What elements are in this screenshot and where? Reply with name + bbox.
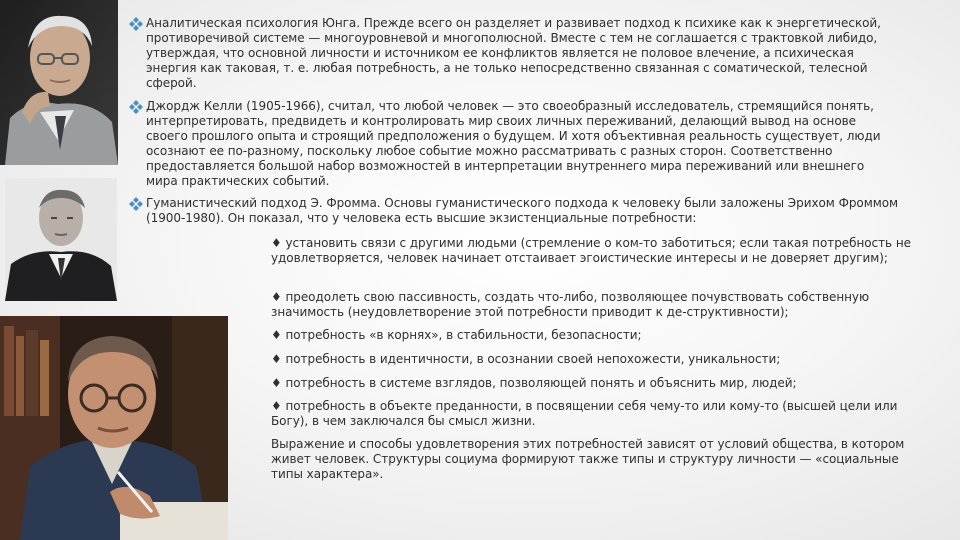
portrait-jung-photo xyxy=(0,0,118,165)
need-item-text: ♦ потребность в системе взглядов, позволяющей понять и объяснить мир, людей; xyxy=(271,376,797,390)
bullet-jung xyxy=(128,16,898,91)
bullet-kelly xyxy=(128,99,898,189)
portrait-fromm-photo xyxy=(0,316,228,540)
need-item-text: ♦ преодолеть свою пассивность, создать что-либо, позволяющее почувствовать собственную значимость (неудовлетворение этой потребности приводит к де-структивности); xyxy=(271,290,870,319)
conclusion-text: Выражение и способы удовлетворения этих потребностей зависят от условий общества, в котором живет человек. Структуры социума формируют также типы и структуру личности — «социальные типы характера». xyxy=(271,437,905,481)
need-item-text: ♦ потребность в объекте преданности, в посвящении себя чему-то или кому-то (высшей цели или Богу), в чем заключался бы смысл жизни. xyxy=(271,399,898,428)
need-item xyxy=(271,376,911,391)
bullet-kelly-text: Джордж Келли (1905-1966), считал, что любой человек — это своеобразный исследователь, стремящийся понять, интерпретировать, предвидеть и контролировать мир своих личных переживаний, делающий вывод на основе своего прошлого опыта и строящий предположения о будущем. И хотя объективная реальность существует, люди осознают ее по-разному, поскольку любое событие можно рассматривать с разных сторон. Соответственно предоставляется большой набор возможностей в интерпретации внутреннего мира переживаний или внешнего мира практических событий. xyxy=(146,99,881,188)
bullet-fromm xyxy=(128,196,898,226)
diamond-bullet-icon xyxy=(128,99,144,115)
bullet-fromm-text: Гуманистический подход Э. Фромма. Основы гуманистического подхода к человеку были заложены Эрихом Фроммом (1900-1980). Он показал, что у человека есть высшие экзистенциальные потребности: xyxy=(146,196,899,225)
need-item xyxy=(271,399,911,429)
diamond-bullet-icon xyxy=(128,196,144,212)
need-item xyxy=(271,328,911,343)
need-item-text: ♦ установить связи с другими людьми (стремление о ком-то заботиться; если такая потребность не удовлетворяется, человек начинает отстаивает эгоистические интересы и не доверяет другим); xyxy=(271,236,911,265)
diamond-bullet-icon xyxy=(128,16,144,32)
bullet-jung-text: Аналитическая психология Юнга. Прежде всего он разделяет и развивает подход к психике как к энергетической, противоречивой системе — многоуровневой и многополюсной. Вместе с тем не соглашается с трактовкой либидо, утверждая, что основной личности и источником ее конфликтов является не половое влечение, а психическая энергия как таковая, т. е. любая потребность, а не только непосредственно связанная с соматической, телесной сферой. xyxy=(146,16,881,90)
conclusion-paragraph xyxy=(271,437,911,482)
portrait-kelly-photo xyxy=(5,178,117,301)
need-item xyxy=(271,236,911,266)
need-item xyxy=(271,290,911,320)
need-item-text: ♦ потребность в идентичности, в осознании своей непохожести, уникальности; xyxy=(271,352,781,366)
need-item-text: ♦ потребность «в корнях», в стабильности, безопасности; xyxy=(271,328,642,342)
need-item xyxy=(271,352,911,367)
